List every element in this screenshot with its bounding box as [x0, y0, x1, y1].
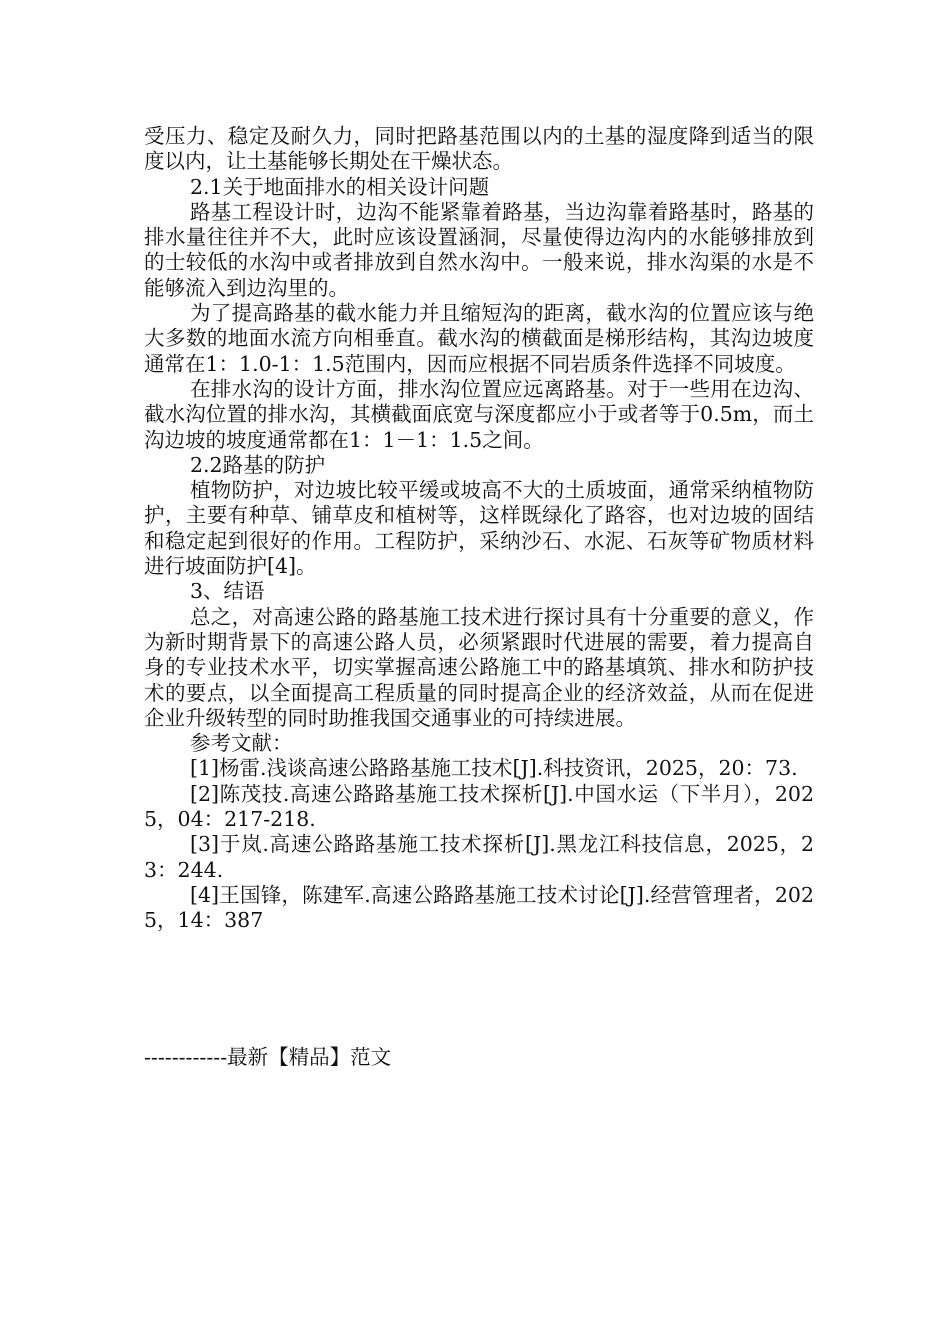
paragraph-side-ditch: 路基工程设计时，边沟不能紧靠着路基，当边沟靠着路基时，路基的排水量往往并不大，此时应该设置涵洞，尽量使得边沟内的水能够排放到的士较低的水沟中或者排放到自然水沟中。一般来说，排水沟渠的水是不能够流入到边沟里的。 [144, 199, 814, 300]
section-heading-2-1: 2.1关于地面排水的相关设计问题 [190, 174, 490, 199]
section-heading-2-2: 2.2路基的防护 [190, 452, 326, 477]
document-body [144, 124, 814, 934]
paragraph-continuation: 受压力、稳定及耐久力，同时把路基范围以内的土基的湿度降到适当的限度以内，让土基能够长期处在干燥状态。 [144, 124, 814, 174]
page-footer: ------------最新【精品】范文 [144, 1045, 392, 1069]
reference-item: [2]陈茂技.高速公路路基施工技术探析[J].中国水运（下半月），2025，04：217-218. [144, 781, 814, 832]
paragraph-drainage-ditch: 在排水沟的设计方面，排水沟位置应远离路基。对于一些用在边沟、截水沟位置的排水沟，其横截面底宽与深度都应小于或者等于0.5m，而土沟边坡的坡度通常都在1：1－1：1.5之间。 [144, 376, 814, 452]
section-heading-conclusion: 3、结语 [190, 579, 265, 604]
reference-item: [4]王国锋，陈建军.高速公路路基施工技术讨论[J].经营管理者，2025，14：387 [144, 882, 814, 933]
reference-item: [3]于岚.高速公路路基施工技术探析[J].黑龙江科技信息，2025，23：244. [144, 832, 814, 882]
paragraph-conclusion: 总之，对高速公路的路基施工技术进行探讨具有十分重要的意义，作为新时期背景下的高速公路人员，必须紧跟时代进展的需要，着力提高自身的专业技术水平，切实掌握高速公路施工中的路基填筑、排水和防护技术的要点，以全面提高工程质量的同时提高企业的经济效益，从而在促进企业升级转型的同时助推我国交通事业的可持续进展。 [144, 604, 814, 730]
references-heading: 参考文献： [190, 731, 293, 756]
paragraph-protection: 植物防护，对边坡比较平缓或坡高不大的土质坡面，通常采纳植物防护，主要有种草、铺草皮和植树等，这样既绿化了路容，也对边坡的固结和稳定起到很好的作用。工程防护，采纳沙石、水泥、石灰等矿物质材料进行坡面防护[4]。 [144, 478, 814, 579]
paragraph-intercepting-ditch: 为了提高路基的截水能力并且缩短沟的距离，截水沟的位置应该与绝大多数的地面水流方向相垂直。截水沟的横截面是梯形结构，其沟边坡度通常在1：1.0-1：1.5范围内，因而应根据不同岩质条件选择不同坡度。 [144, 301, 814, 376]
reference-item: [1]杨雷.浅谈高速公路路基施工技术[J].科技资讯，2025，20：73. [190, 756, 798, 781]
